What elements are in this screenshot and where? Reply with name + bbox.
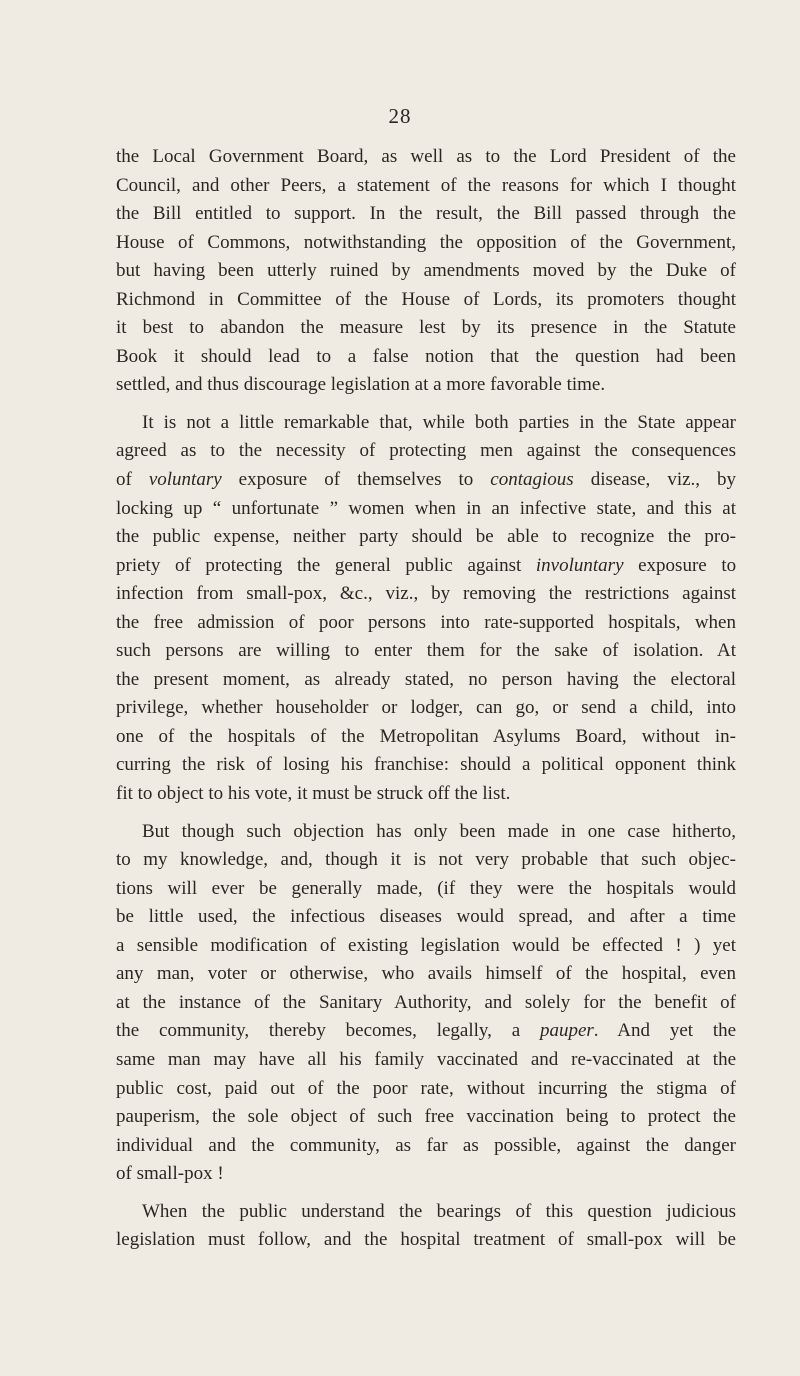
text-line: tions will ever be generally made, (if they were the hospitals would — [116, 877, 736, 899]
text-line: curring the risk of losing his franchise: should a political opponent think — [116, 754, 736, 776]
text-line: the present moment, as already stated, no person having the electoral — [116, 668, 736, 690]
text-line: public cost, paid out of the poor rate, without incurring the stigma of — [116, 1077, 736, 1099]
text-line: same man may have all his family vaccinated and re-vaccinated at the — [116, 1048, 736, 1070]
text-line: settled, and thus discourage legislation at a more favorable time. — [116, 374, 606, 396]
text-line: pauperism, the sole object of such free vaccination being to protect the — [116, 1106, 736, 1128]
text-line: It is not a little remarkable that, while both parties in the State appear — [142, 411, 736, 433]
text-line: of small-pox ! — [116, 1163, 224, 1185]
text-line: But though such objection has only been made in one case hitherto, — [142, 820, 736, 842]
text-line: priety of protecting the general public against involuntary exposure to — [116, 554, 737, 576]
text-line: the Bill entitled to support. In the result, the Bill passed through the — [116, 203, 736, 225]
text-line: Richmond in Committee of the House of Lords, its promoters thought — [116, 288, 736, 310]
text-line: legislation must follow, and the hospital treatment of small-pox will be — [116, 1229, 736, 1251]
page-number: 28 — [388, 104, 412, 128]
text-line: the Local Government Board, as well as to the Lord President of the — [116, 146, 736, 167]
text-line: such persons are willing to enter them for the sake of isolation. At — [116, 640, 736, 662]
paragraph-1 — [116, 143, 736, 400]
text-line: individual and the community, as far as possible, against the danger — [116, 1134, 736, 1156]
text-line: privilege, whether householder or lodger, can go, or send a child, into — [116, 697, 736, 719]
text-line: Council, and other Peers, a statement of the reasons for which I thought — [116, 174, 736, 196]
text-line: Book it should lead to a false notion that the question had been — [116, 345, 736, 367]
text-line: the free admission of poor persons into rate-supported hospitals, when — [116, 611, 736, 633]
text-line: the public expense, neither party should be able to recognize the pro- — [116, 526, 736, 548]
text-line: fit to object to his vote, it must be struck off the list. — [116, 783, 511, 805]
paragraph-4 — [116, 1198, 736, 1255]
text-line: at the instance of the Sanitary Authority, and solely for the benefit of — [116, 991, 736, 1013]
text-line: any man, voter or otherwise, who avails himself of the hospital, even — [116, 963, 736, 985]
text-line: When the public understand the bearings of this question judicious — [142, 1200, 736, 1222]
text-line: it best to abandon the measure lest by its presence in the Statute — [116, 317, 736, 339]
text-line: House of Commons, notwithstanding the opposition of the Government, — [116, 231, 736, 253]
text-line: be little used, the infectious diseases would spread, and after a time — [116, 906, 736, 928]
text-line: to my knowledge, and, though it is not very probable that such objec- — [116, 849, 736, 871]
text-line: of voluntary exposure of themselves to contagious disease, viz., by — [116, 469, 737, 491]
text-line: locking up “ unfortunate ” women when in an infective state, and this at — [116, 497, 736, 519]
body-text — [116, 143, 736, 1264]
text-line: a sensible modification of existing legislation would be effected ! ) yet — [116, 934, 736, 956]
text-line: agreed as to the necessity of protecting men against the consequences — [116, 440, 736, 462]
paragraph-2 — [116, 409, 736, 809]
text-line: but having been utterly ruined by amendments moved by the Duke of — [116, 260, 736, 282]
text-line: one of the hospitals of the Metropolitan Asylums Board, without in- — [116, 725, 736, 747]
text-line: the community, thereby becomes, legally, a pauper. And yet the — [116, 1020, 737, 1042]
text-line: infection from small-pox, &c., viz., by removing the restrictions against — [116, 583, 736, 605]
paragraph-3 — [116, 818, 736, 1189]
